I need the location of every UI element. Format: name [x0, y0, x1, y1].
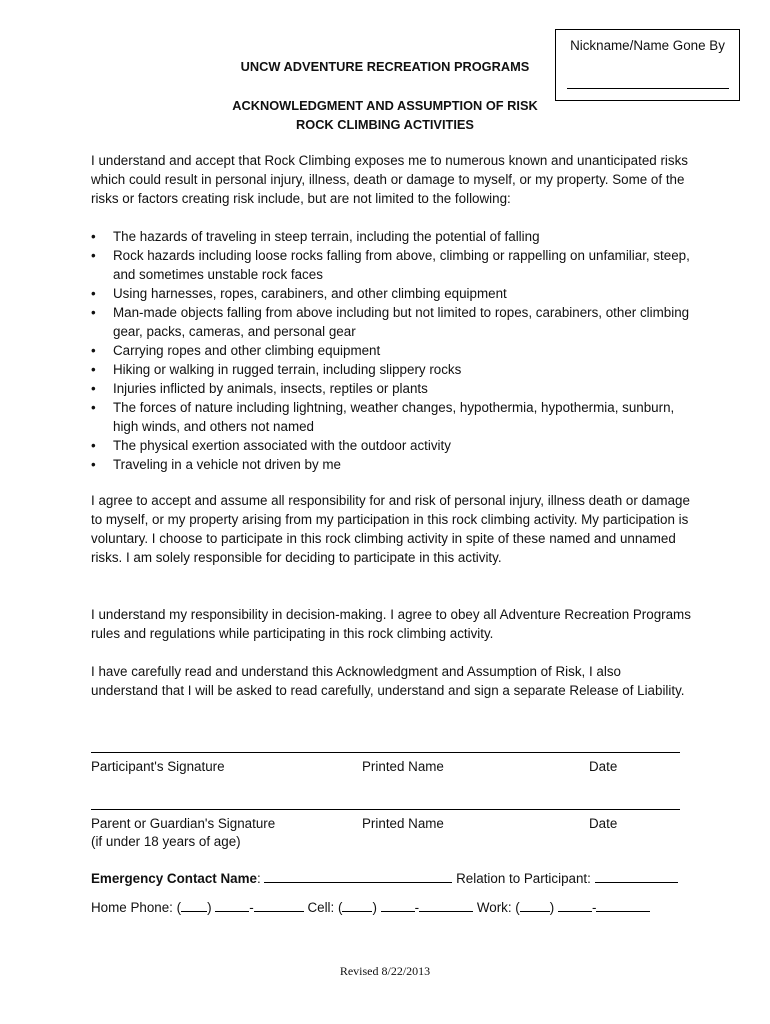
home-phone-label: Home Phone:	[91, 900, 173, 915]
cell-area-code-field[interactable]	[342, 897, 372, 912]
document-title: UNCW ADVENTURE RECREATION PROGRAMS	[240, 59, 530, 74]
subtitle-line-1: ACKNOWLEDGMENT AND ASSUMPTION OF RISK	[232, 98, 538, 113]
phone-row: Home Phone: ( ) - Cell: ( ) - Work: ( ) -	[91, 897, 650, 917]
risk-item: • Injuries inflicted by animals, insects, reptiles or plants	[91, 379, 691, 398]
work-phone-label: Work:	[476, 900, 512, 915]
nickname-label: Nickname/Name Gone By	[570, 38, 725, 53]
relation-label: Relation to Participant:	[456, 871, 591, 886]
guardian-printed-name-label: Printed Name	[362, 816, 444, 831]
participant-signature-line[interactable]	[91, 752, 680, 753]
nickname-field[interactable]	[567, 88, 729, 89]
home-number-field[interactable]	[254, 897, 304, 912]
participant-printed-name-label: Printed Name	[362, 759, 444, 774]
guardian-date-label: Date	[589, 816, 618, 831]
risk-item: • The hazards of traveling in steep terrain, including the potential of falling	[91, 227, 691, 246]
guardian-signature-line[interactable]	[91, 809, 680, 810]
emergency-contact-label: Emergency Contact Name	[91, 871, 257, 886]
risk-item: • Carrying ropes and other climbing equipment	[91, 341, 691, 360]
risk-item: • The forces of nature including lightning, weather changes, hypothermia, hypothermia, sunburn, high winds, and others not named	[91, 398, 691, 436]
risk-item: • Rock hazards including loose rocks falling from above, climbing or rappelling on unfamiliar, steep, and sometimes unstable rock faces	[91, 246, 691, 284]
home-area-code-field[interactable]	[181, 897, 207, 912]
document-subtitle	[200, 96, 570, 134]
cell-prefix-field[interactable]	[381, 897, 415, 912]
subtitle-line-2: ROCK CLIMBING ACTIVITIES	[296, 117, 474, 132]
guardian-age-note: (if under 18 years of age)	[91, 834, 241, 849]
cell-phone-label: Cell:	[307, 900, 335, 915]
work-area-code-field[interactable]	[520, 897, 550, 912]
revision-footer: Revised 8/22/2013	[339, 964, 431, 978]
intro-paragraph: I understand and accept that Rock Climbing exposes me to numerous known and unanticipated risks which could result in personal injury, illness, death or damage to myself, or my property. Some of the risks or factors creating risk include, but are not limited to the following:	[91, 153, 688, 206]
risk-item: • Using harnesses, ropes, carabiners, and other climbing equipment	[91, 284, 691, 303]
nickname-box	[555, 29, 740, 101]
risk-item: • Man-made objects falling from above including but not limited to ropes, carabiners, other climbing gear, packs, cameras, and personal gear	[91, 303, 691, 341]
guardian-signature-label: Parent or Guardian's Signature	[91, 816, 276, 831]
risk-item: • Traveling in a vehicle not driven by me	[91, 455, 691, 474]
emergency-contact-row: Emergency Contact Name: Relation to Participant:	[91, 868, 678, 888]
risk-item: • The physical exertion associated with the outdoor activity	[91, 436, 691, 455]
agreement-paragraph: I agree to accept and assume all responsibility for and risk of personal injury, illness death or damage to myself, or my property arising from my participation in this rock climbing activity. My participation is voluntary. I choose to participate in this rock climbing activity in spite of these named and unnamed risks. I am solely responsible for deciding to participate in this activity.	[91, 493, 690, 565]
acknowledgment-paragraph: I have carefully read and understand this Acknowledgment and Assumption of Risk, I also understand that I will be asked to read carefully, understand and sign a separate Release of Liability.	[91, 664, 685, 698]
work-number-field[interactable]	[596, 897, 650, 912]
work-prefix-field[interactable]	[558, 897, 592, 912]
cell-number-field[interactable]	[419, 897, 473, 912]
home-prefix-field[interactable]	[215, 897, 249, 912]
risk-item: • Hiking or walking in rugged terrain, including slippery rocks	[91, 360, 691, 379]
participant-signature-label: Participant's Signature	[91, 759, 225, 774]
responsibility-paragraph: I understand my responsibility in decision-making. I agree to obey all Adventure Recreation Programs rules and regulations while participating in this rock climbing activity.	[91, 607, 691, 641]
participant-date-label: Date	[589, 759, 618, 774]
relation-field[interactable]	[595, 868, 678, 883]
emergency-contact-field[interactable]	[264, 868, 452, 883]
risk-list	[91, 227, 691, 474]
